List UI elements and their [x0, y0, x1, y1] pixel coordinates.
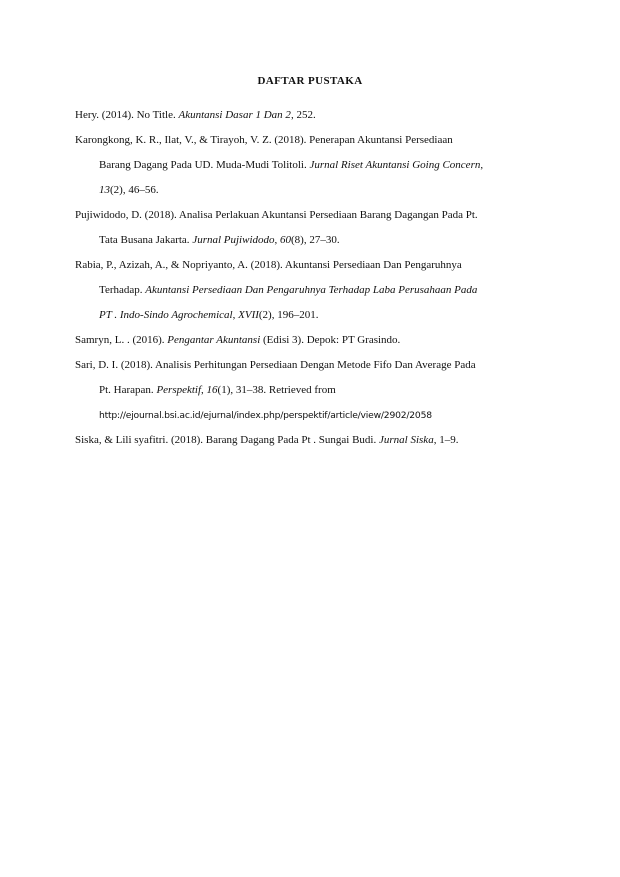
reference-italic-text: PT . Indo-Sindo Agrochemical [99, 309, 233, 321]
reference-text: , 252. [290, 109, 316, 121]
reference-text: Sari, D. I. (2018). Analisis Perhitungan Persediaan Dengan Metode Fifo Dan Average Pada [75, 359, 476, 371]
reference-italic-text: 13 [99, 184, 110, 196]
reference-text: , [201, 384, 207, 396]
reference-entry [75, 328, 545, 353]
reference-url-link[interactable]: http://ejournal.bsi.ac.id/ejurnal/index.php/perspektif/article/view/2902/2058 [99, 410, 432, 421]
reference-italic-text: Akuntansi Persediaan Dan Pengaruhnya Terhadap Laba Perusahaan Pada [145, 284, 478, 296]
reference-italic-text: Jurnal Siska [379, 434, 434, 446]
reference-text: (8), 27–30. [291, 234, 340, 246]
reference-line [99, 403, 545, 428]
reference-italic-text: Pengantar Akuntansi [167, 334, 261, 346]
reference-text: Tata Busana Jakarta. [99, 234, 193, 246]
reference-line [99, 278, 545, 303]
reference-text: (2), 196–201. [258, 309, 319, 321]
reference-italic-text: 60 [280, 234, 292, 246]
reference-text: Rabia, P., Azizah, A., & Nopriyanto, A. (2018). Akuntansi Persediaan Dan Pengaruhnya [75, 259, 462, 271]
reference-line [75, 328, 545, 353]
reference-italic-text: Perspektif [156, 384, 202, 396]
reference-line [75, 353, 545, 378]
reference-text: Karongkong, K. R., Ilat, V., & Tirayoh, V. Z. (2018). Penerapan Akuntansi Persediaan [75, 134, 453, 146]
reference-italic-text: Jurnal Riset Akuntansi Going Concern [309, 159, 481, 171]
reference-text: , [232, 309, 239, 321]
reference-italic-text: XVII [238, 309, 259, 321]
reference-entry [75, 353, 545, 428]
reference-italic-text: Jurnal Pujiwidodo [192, 234, 275, 246]
reference-line [99, 153, 545, 178]
reference-entry [75, 203, 545, 253]
reference-line [99, 303, 545, 328]
reference-line [75, 428, 545, 453]
reference-text: Pt. Harapan. [99, 384, 157, 396]
reference-line [75, 103, 545, 128]
reference-italic-text: 16 [206, 384, 218, 396]
reference-entry [75, 428, 545, 453]
reference-text: , 1–9. [433, 434, 459, 446]
page-title: DAFTAR PUSTAKA [257, 75, 363, 87]
reference-text: Barang Dagang Pada UD. Muda-Mudi Tolitoli. [99, 159, 310, 171]
reference-entry [75, 253, 545, 328]
reference-text: Samryn, L. . (2016). [75, 334, 168, 346]
reference-text: Pujiwidodo, D. (2018). Analisa Perlakuan Akuntansi Persediaan Barang Dagangan Pada Pt. [75, 209, 478, 221]
reference-text: , [480, 159, 484, 171]
reference-line [75, 203, 545, 228]
reference-entry [75, 103, 545, 128]
reference-line [99, 228, 545, 253]
reference-text: (2), 46–56. [110, 184, 159, 196]
reference-text: (Edisi 3). Depok: PT Grasindo. [260, 334, 401, 346]
reference-line [75, 128, 545, 153]
reference-line [99, 378, 545, 403]
reference-line [75, 253, 545, 278]
reference-text: , [274, 234, 281, 246]
reference-text: Hery. (2014). No Title. [75, 109, 179, 121]
reference-line [99, 178, 545, 203]
reference-text: Terhadap. [99, 284, 146, 296]
reference-list [75, 103, 545, 453]
reference-text: (1), 31–38. Retrieved from [217, 384, 336, 396]
reference-entry [75, 128, 545, 203]
reference-italic-text: Akuntansi Dasar 1 Dan 2 [178, 109, 291, 121]
reference-text: Siska, & Lili syafitri. (2018). Barang Dagang Pada Pt . Sungai Budi. [75, 434, 379, 446]
